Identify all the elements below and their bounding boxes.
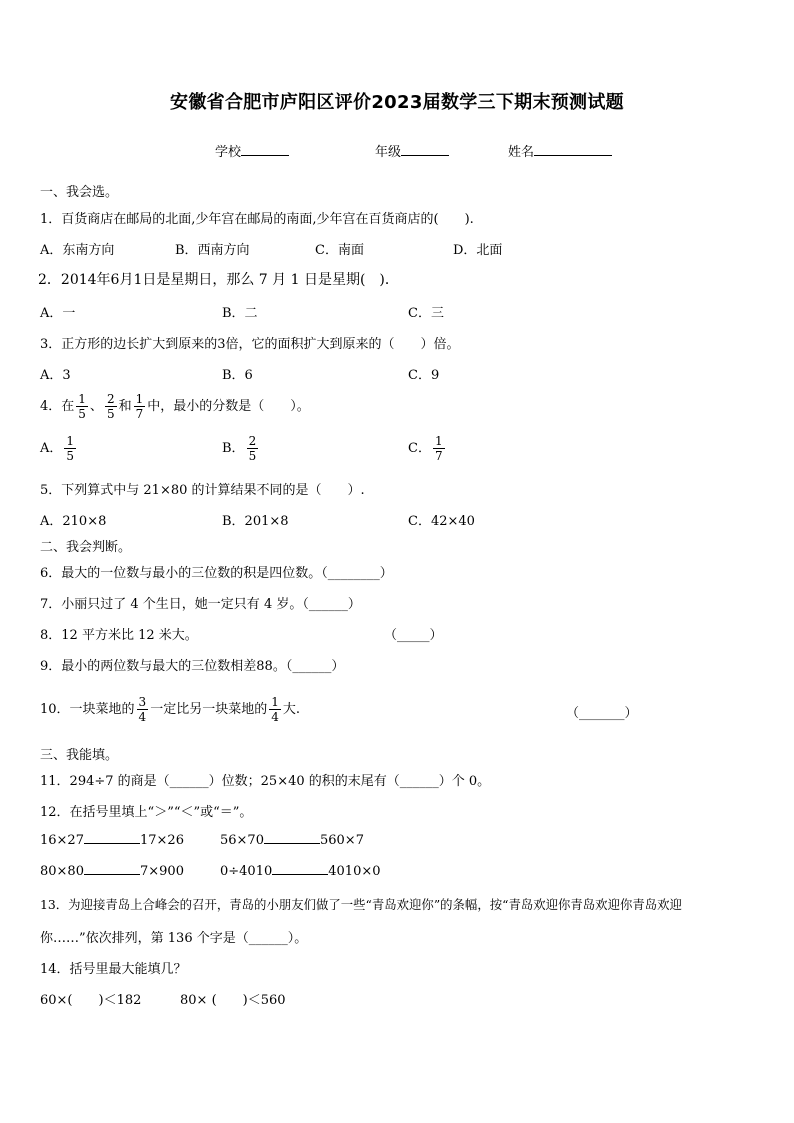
option-letter: B． — [222, 441, 245, 456]
left-expression: 56×70 — [220, 833, 264, 848]
q4-and-text: 和 — [118, 399, 132, 414]
q7-stem: 7．小丽只过了 4 个生日，她一定只有 4 岁。（______） — [40, 597, 361, 612]
denominator: 4 — [138, 710, 147, 724]
grade-field — [375, 141, 449, 160]
q1-option-b[interactable]: B．西南方向 — [175, 243, 250, 258]
numerator: 1 — [271, 695, 279, 709]
q1-option-a[interactable]: A．东南方向 — [40, 243, 115, 258]
q4-option-b-fraction — [247, 434, 259, 463]
section-3-heading: 三、我能填。 — [40, 748, 119, 763]
q5-option-c[interactable]: C．42×40 — [408, 514, 475, 529]
q10-answer-blank[interactable]: （_______） — [566, 706, 638, 721]
school-label: 学校 — [215, 145, 242, 160]
q3-option-a[interactable]: A．3 — [40, 368, 71, 383]
numerator: 1 — [434, 434, 443, 448]
right-expression: 7×900 — [139, 864, 184, 879]
right-expression: 17×26 — [139, 833, 184, 848]
school-blank[interactable] — [241, 143, 289, 156]
q4-post-text: 中，最小的分数是（ ）。 — [147, 399, 310, 414]
q5-option-a[interactable]: A．210×8 — [40, 514, 107, 529]
name-field — [508, 141, 612, 160]
denominator: 7 — [434, 449, 443, 463]
grade-label: 年级 — [375, 145, 402, 160]
compare-blank[interactable] — [264, 843, 320, 844]
q1-stem: 1．百货商店在邮局的北面,少年宫在邮局的南面,少年宫在百货商店的( ). — [40, 212, 474, 227]
q3-option-b[interactable]: B．6 — [222, 368, 253, 383]
option-letter: C． — [408, 441, 431, 456]
q8-stem: 8．12 平方米比 12 米大。 — [40, 628, 198, 643]
q4-fraction-1 — [76, 392, 88, 421]
q10-mid-text: 一定比另一块菜地的 — [150, 702, 268, 717]
q1-option-d[interactable]: D．北面 — [453, 243, 503, 258]
q10-stem — [40, 694, 300, 726]
section-1-heading: 一、我会选。 — [40, 185, 119, 200]
q9-stem: 9．最小的两位数与最大的三位数相差88。（______） — [40, 659, 345, 674]
school-field — [215, 141, 289, 160]
name-blank[interactable] — [534, 143, 612, 156]
left-expression: 16×27 — [40, 833, 84, 848]
right-expression: 560×7 — [319, 833, 364, 848]
q3-option-c[interactable]: C．9 — [408, 368, 440, 383]
section-2-heading: 二、我会判断。 — [40, 540, 132, 555]
q4-stem — [40, 391, 310, 423]
page-title: 安徽省合肥市庐阳区评价2023届数学三下期末预测试题 — [170, 92, 624, 113]
q14-expression-2[interactable]: 80× ( )＜560 — [180, 993, 286, 1008]
left-expression: 0÷4010 — [220, 864, 273, 879]
q4-option-a[interactable] — [40, 433, 78, 465]
denominator: 5 — [106, 407, 115, 421]
q8-answer-blank[interactable]: （_____） — [384, 628, 443, 643]
q4-option-b[interactable] — [222, 433, 260, 465]
denominator: 7 — [135, 407, 144, 421]
numerator: 1 — [66, 434, 75, 448]
q2-stem: 2．2014年6月1日是星期日，那么 7 月 1 日是星期( )． — [38, 272, 399, 288]
numerator: 2 — [106, 392, 115, 406]
q2-option-b[interactable]: B．二 — [222, 306, 258, 321]
numerator: 3 — [138, 695, 147, 709]
q4-pre-text: 4．在 — [40, 399, 75, 414]
right-expression: 4010×0 — [328, 864, 381, 879]
q2-option-c[interactable]: C．三 — [408, 306, 444, 321]
compare-blank[interactable] — [272, 874, 328, 875]
numerator: 1 — [135, 392, 144, 406]
denominator: 4 — [271, 710, 279, 724]
q2-option-a[interactable]: A．一 — [40, 306, 76, 321]
q6-stem: 6．最大的一位数与最小的三位数的积是四位数。（________） — [40, 566, 393, 581]
denominator: 5 — [248, 449, 257, 463]
q10-fraction-2 — [269, 695, 281, 724]
left-expression: 80×80 — [40, 864, 84, 879]
q12-stem: 12．在括号里填上“＞”“＜”或“＝”。 — [40, 805, 253, 820]
grade-blank[interactable] — [401, 143, 449, 156]
q13-stem-line-1: 13．为迎接青岛上合峰会的召开，青岛的小朋友们做了一些“青岛欢迎你”的条幅，按“青岛欢迎你青岛欢迎你青岛欢迎 — [40, 897, 682, 912]
q11-stem: 11．294÷7 的商是（______）位数；25×40 的积的末尾有（______）个 0。 — [40, 774, 491, 789]
q4-separator: 、 — [89, 399, 103, 414]
denominator: 5 — [78, 407, 86, 421]
denominator: 5 — [66, 449, 75, 463]
q4-option-a-fraction — [64, 434, 76, 463]
numerator: 2 — [248, 434, 257, 448]
compare-blank[interactable] — [84, 843, 140, 844]
numerator: 1 — [78, 392, 86, 406]
q4-option-c-fraction — [433, 434, 445, 463]
q1-option-c[interactable]: C．南面 — [315, 243, 364, 258]
q13-stem-line-2: 你……”依次排列，第 136 个字是（______）。 — [40, 931, 308, 946]
q5-stem: 5．下列算式中与 21×80 的计算结果不同的是（ ）. — [40, 483, 365, 498]
compare-blank[interactable] — [84, 874, 140, 875]
q12-item-2 — [220, 833, 364, 848]
q10-fraction-1 — [137, 695, 149, 724]
option-letter: A． — [40, 441, 63, 456]
name-label: 姓名 — [508, 145, 535, 160]
q4-fraction-3 — [134, 392, 146, 421]
q14-expression-1[interactable]: 60×( )＜182 — [40, 993, 142, 1008]
q10-pre-text: 10．一块菜地的 — [40, 702, 135, 717]
q14-stem: 14．括号里最大能填几？ — [40, 962, 187, 977]
q3-stem: 3．正方形的边长扩大到原来的3倍，它的面积扩大到原来的（ ）倍。 — [40, 337, 460, 352]
q4-fraction-2 — [105, 392, 117, 421]
q12-item-3 — [40, 864, 184, 879]
q12-item-1 — [40, 833, 184, 848]
q4-option-c[interactable] — [408, 433, 447, 465]
q10-post-text: 大. — [282, 702, 300, 717]
q5-option-b[interactable]: B．201×8 — [222, 514, 289, 529]
q12-item-4 — [220, 864, 381, 879]
